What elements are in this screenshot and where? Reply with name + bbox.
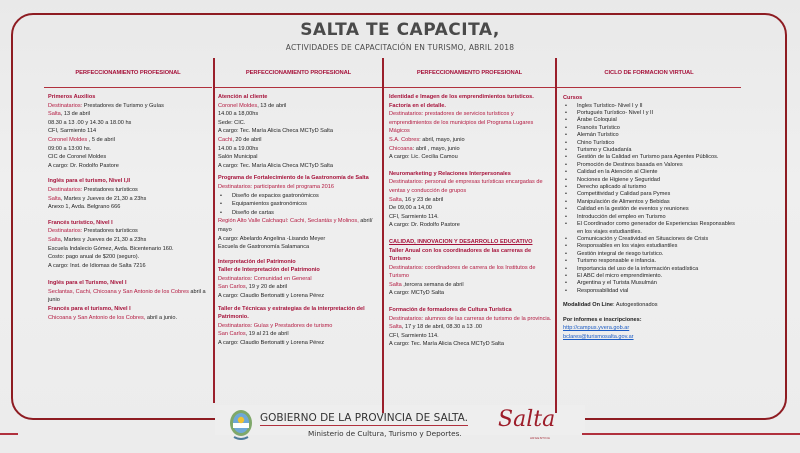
- course-title: Identidad e Imagen de los emprendimientos turísticos. Factoría en el detalle.: [389, 94, 534, 109]
- page-subtitle: ACTIVIDADES DE CAPACITACIÓN EN TURISMO, ABRIL 2018: [285, 43, 515, 52]
- course-list-item: [563, 147, 739, 154]
- course-title: Taller Anual con los coordinadores de las carreras de Turismo: [389, 247, 532, 263]
- audience: Destinatarios: personal de empresas turísticas encargadas de ventas y conducción de grupos: [389, 179, 543, 194]
- course-name: Argentina y el Turista Musulmán: [577, 280, 657, 287]
- place: Coronel Moldes: [218, 102, 258, 109]
- venue: CFI, Sarmiento 114.: [389, 332, 439, 339]
- school: Escuela de Gastronomía Salamanca: [218, 244, 310, 251]
- course-list-item: [563, 184, 739, 191]
- place: San Carlos: [218, 284, 246, 291]
- course-name: Gestión integral de riesgo turístico.: [577, 250, 664, 257]
- course-name: Manipulación de Alimentos y Bebidas: [577, 198, 670, 205]
- date: , 16 y 23 de abril: [401, 196, 444, 203]
- course-title: Primeros Auxilios: [48, 94, 96, 100]
- item-text: Diseño de espacios gastronómicos: [232, 192, 319, 199]
- courses-title: Cursos: [563, 95, 583, 101]
- bullet-icon: •: [565, 147, 567, 154]
- value: Prestadores de Turismo y Guías: [82, 102, 164, 109]
- place: Salta: [389, 196, 402, 203]
- course-name: Turismo responsable e infancia.: [577, 258, 657, 265]
- place: Chicoana: [389, 145, 413, 152]
- course-list-item: [563, 273, 739, 280]
- salta-logo-subtitle: ARGENTINA: [530, 436, 551, 440]
- time: 08.30 a 13 .00 y 14.30 a 18.00 hs: [48, 119, 132, 126]
- bullet-icon: •: [565, 139, 567, 146]
- bullet-icon: •: [565, 235, 567, 242]
- course-list-item: [563, 266, 739, 273]
- course-name: Responsables en los viajes estudiantiles: [577, 243, 678, 250]
- course-name: Introducción del empleo en Turismo: [577, 213, 666, 220]
- schedule: , 17 y 18 de abril, 08.30 a 13 .00: [401, 324, 482, 331]
- list-item: • Equipamientos gastronómicos: [220, 201, 307, 208]
- instructor: A cargo: Inst. de Idiomas de Salta 7216: [48, 262, 146, 269]
- date: , 19 y 20 de abril: [245, 284, 288, 291]
- ministry-name: Ministerio de Cultura, Turismo y Deportes.: [308, 429, 462, 438]
- course-list-item: [563, 117, 739, 124]
- venue: Escuela Indalecio Gómez, Avda. Bicentenario 160.: [48, 245, 174, 252]
- course-title: Inglés para el turismo, Nivel I,II: [48, 178, 131, 185]
- course-list-item: [563, 206, 739, 213]
- column-perfeccionamiento-3: [384, 58, 555, 353]
- course-name: Calidad en la Atención al Cliente: [577, 169, 658, 176]
- bullet-icon: •: [565, 117, 567, 124]
- course-name: El ABC del micro emprendimiento.: [577, 272, 663, 279]
- list-item: • Diseño de cartas: [220, 209, 274, 216]
- instructor: A cargo: Dr. Rodolfo Pastore: [389, 222, 460, 229]
- header: [0, 20, 800, 52]
- course-primeros-auxilios: [48, 93, 210, 170]
- venue: Sede: CIC.: [218, 119, 246, 126]
- instructor: A cargo: Claudio Bertonatti y Lorena Pérez: [218, 340, 325, 347]
- course-list-item: [563, 251, 739, 258]
- venue: CFI, Sarmiento 114: [48, 128, 97, 135]
- course-title: Interpretación del Patrimonio: [218, 258, 296, 265]
- label: Destinatarios:: [48, 186, 83, 193]
- course-name: Nociones de Higiene y Seguridad: [577, 176, 661, 183]
- course-name: Competitividad y Calidad para Pymes: [577, 191, 671, 198]
- label: Destinatarios:: [48, 228, 83, 235]
- instructor: A cargo: Tec. María Alicia Checa MCTyD Salta: [218, 128, 333, 135]
- place: Salta: [48, 195, 61, 202]
- course-name: Promoción de Destinos basada en Valores: [577, 161, 683, 168]
- bullet-icon: •: [565, 287, 567, 294]
- time: 09:00 a 13:00 hs.: [48, 145, 92, 152]
- course-atencion-cliente: [218, 93, 380, 170]
- course-title: Programa de Fortalecimiento de la Gastronomía de Salta: [218, 175, 369, 182]
- time: De 09,00 a 14,00: [389, 205, 432, 212]
- bullet-icon: •: [565, 124, 567, 131]
- info-label: Por informes e inscripciones:: [563, 316, 642, 323]
- course-name: Turismo y Ciudadanía: [577, 147, 632, 154]
- place: Salta: [48, 111, 61, 118]
- audience: Destinatarios: participantes del programa 2016: [218, 183, 334, 190]
- schedule: abril a junio: [48, 288, 206, 304]
- course-name: Chino Turístico: [577, 139, 615, 146]
- course-taller-coordinadores: [389, 238, 553, 298]
- bullet-icon: •: [565, 206, 567, 213]
- venue: Salón Municipal: [218, 154, 258, 161]
- instructor: A cargo: Lic. Cecilia Camou: [389, 154, 458, 161]
- places: Chicoana y San Antonio de los Cobres,: [48, 314, 146, 321]
- course-interpretacion: [218, 258, 380, 301]
- schedule: : abril, mayo, junio: [419, 136, 465, 143]
- date: , 13 de abril: [60, 111, 90, 118]
- instructor: A cargo: Abelardo Angelina -Lisando Meyer: [218, 235, 326, 242]
- course-title: Inglés para el Turismo, Nivel I: [48, 280, 127, 287]
- bullet-icon: •: [565, 243, 567, 250]
- modality-label: Modalidad On Line: [563, 302, 614, 309]
- places: Seclantas, Cachi, Chicoana y San Antonio de los Cobres: [48, 288, 189, 295]
- course-list: [563, 103, 739, 296]
- course-list-item: [563, 191, 739, 198]
- province-crest-icon: [228, 408, 254, 442]
- course-title: Taller de Técnicas y estrategias de la interpretación del Patrimonio.: [218, 305, 365, 321]
- course-name: Responsabilidad vial: [577, 287, 629, 294]
- course-name: Alemán Turístico: [577, 132, 619, 139]
- course-list-item: [563, 280, 739, 287]
- course-list-item: [563, 162, 739, 169]
- audience: Destinatarios: Comunidad en General: [218, 275, 312, 282]
- page-title: SALTA TE CAPACITA,: [300, 20, 500, 40]
- item-text: Equipamientos gastronómicos: [232, 201, 307, 208]
- course-list-item: [563, 288, 739, 295]
- course-name: Gestión de la Calidad en Turismo para Agentes Públicos.: [577, 154, 719, 161]
- course-name: El Coordinador como generador de Experiencias Responsables en los viajes estudiantiles.: [577, 221, 735, 235]
- course-frances-turistico: [48, 219, 210, 271]
- column-heading: CICLO DE FORMACION VIRTUAL: [557, 58, 741, 88]
- course-list-item: [563, 199, 739, 206]
- footer: [228, 405, 578, 445]
- section-heading: CALIDAD, INNOVACION Y DESARROLLO EDUCATIVO: [389, 238, 533, 245]
- schedule: , Martes y Jueves de 21,30 a 23hs: [60, 236, 147, 243]
- course-tecnicas-interpretacion: [218, 305, 380, 348]
- course-neuromarketing: [389, 170, 553, 230]
- course-ingles-interior: [48, 279, 210, 322]
- course-list-item: [563, 177, 739, 184]
- course-list-item: [563, 243, 739, 250]
- footer-rule-right: [582, 433, 800, 435]
- bullet-icon: •: [565, 184, 567, 191]
- instructor: A cargo: Dr. Rodolfo Pastore: [48, 162, 119, 169]
- place: Cachi: [218, 136, 233, 143]
- bullet-icon: •: [565, 154, 567, 161]
- campus-link[interactable]: http://campus.yvera.gob.ar: [563, 325, 630, 332]
- course-formacion-formadores: [389, 306, 553, 349]
- course-title: Atención al cliente: [218, 94, 268, 100]
- bullet-icon: •: [565, 102, 567, 109]
- item-text: Diseño de cartas: [232, 209, 274, 216]
- footer-rule-left: [0, 433, 18, 435]
- course-identidad-imagen: [389, 93, 553, 162]
- venue: CIC de Coronel Moldes: [48, 154, 107, 161]
- audience: Destinatarios: alumnos de las carreras de turismo de la provincia.: [389, 315, 552, 322]
- list-item: • Diseño de espacios gastronómicos: [220, 192, 319, 199]
- bullet-icon: •: [565, 161, 567, 168]
- bullet-icon: •: [565, 265, 567, 272]
- schedule: ,tercera semana de abril: [401, 281, 464, 288]
- schedule: abril a junio.: [145, 314, 178, 321]
- modality-value: : Autogestionados: [613, 302, 658, 309]
- venue: CFI, Sarmiento 114.: [389, 213, 439, 220]
- course-gastronomia: [218, 174, 380, 251]
- bullet-icon: •: [565, 258, 567, 265]
- course-name: Ingles Turístico- Nivel I y II: [577, 102, 643, 109]
- course-name: Comunicación y Creatividad en Situaciones de Crisis: [577, 235, 709, 242]
- course-list-item: [563, 236, 739, 243]
- time: 14.00 a 19.00hs: [218, 145, 259, 152]
- email-link[interactable]: bclares@turismosalta.gov.ar: [563, 333, 634, 340]
- instructor: A cargo: Tec. María Alicia Checa MCTyD Salta: [218, 162, 333, 169]
- venue: Anexo 1, Avda. Belgrano 666: [48, 204, 121, 211]
- column-heading: PERFECCIONAMIENTO PROFESIONAL: [215, 58, 382, 88]
- region: Región Alto Valle Calchaquí: Cachi, Seclantás y Molinos,: [218, 218, 359, 225]
- date: , 13 de abril: [257, 102, 287, 109]
- column-heading: PERFECCIONAMIENTO PROFESIONAL: [44, 58, 212, 88]
- instructor: A cargo: Claudio Bertonatti y Lorena Pérez: [218, 293, 325, 300]
- course-title: Francés para el turismo, Nivel I: [48, 306, 131, 313]
- course-name: Derecho aplicado al turismo: [577, 184, 647, 191]
- schedule: abril/ mayo: [218, 218, 373, 233]
- date: , 19 al 21 de abril: [245, 331, 289, 338]
- course-list-item: [563, 132, 739, 139]
- bullet-icon: •: [565, 110, 567, 116]
- salta-logo: Salta: [498, 407, 556, 432]
- place: Salta: [48, 236, 61, 243]
- course-title: Francés turístico, Nivel I: [48, 219, 113, 226]
- place: Coronel Moldes: [48, 136, 88, 143]
- place: S.A. Cobres: [389, 136, 420, 143]
- bullet-icon: •: [565, 169, 567, 176]
- course-title: Formación de formadores de Cultura Turística: [389, 307, 512, 314]
- course-list-item: [563, 221, 739, 236]
- course-name: Portugués Turístico- Nivel I y II: [577, 110, 654, 116]
- bullet-icon: •: [565, 198, 567, 205]
- bullet-icon: •: [565, 176, 567, 183]
- column-perfeccionamiento-1: [44, 58, 212, 326]
- value: Prestadores turísticos: [82, 228, 138, 235]
- instructor: A cargo: MCTyD Salta: [389, 290, 445, 297]
- bullet-icon: •: [565, 250, 567, 257]
- time: 14.00 a 18,00hs: [218, 111, 259, 118]
- course-list-item: [563, 103, 739, 110]
- course-ingles-turismo: [48, 177, 210, 211]
- bullet-icon: •: [565, 280, 567, 287]
- course-name: Importancia del uso de la información estadística: [577, 265, 699, 272]
- bullet-icon: •: [565, 132, 567, 139]
- course-list-item: [563, 140, 739, 147]
- course-subtitle: Taller de Interpretación del Patrimonio: [218, 267, 320, 274]
- column-formacion-virtual: [557, 58, 741, 342]
- column-perfeccionamiento-2: [215, 58, 382, 352]
- label: Destinatarios:: [48, 102, 83, 109]
- audience: Destinatarios: Guías y Prestadores de turismo: [218, 322, 333, 329]
- course-name: Árabe Coloquial: [577, 117, 617, 124]
- bullet-icon: •: [565, 221, 567, 228]
- course-list-item: [563, 125, 739, 132]
- course-title: Neuromarketing y Relaciones Interpersonales: [389, 170, 511, 177]
- place: Salta: [389, 281, 402, 288]
- schedule: : abril , mayo, junio: [412, 145, 460, 152]
- audience: Destinatarios: prestadores de servicios turísticos y emprendimientos de los municipios del Programa Lugares Mágicos: [389, 111, 534, 135]
- course-list-item: [563, 169, 739, 176]
- government-title: GOBIERNO DE LA PROVINCIA DE SALTA.: [260, 412, 468, 424]
- bullet-icon: •: [565, 213, 567, 220]
- course-name: Calidad en la gestión de eventos y reuniones: [577, 206, 689, 213]
- date: , 5 de abril: [87, 136, 115, 143]
- course-list-item: [563, 214, 739, 221]
- place: Salta: [389, 324, 402, 331]
- column-heading: PERFECCIONAMIENTO PROFESIONAL: [384, 58, 555, 88]
- instructor: A cargo: Tec. María Alicia Checa MCTyD Salta: [389, 341, 504, 348]
- course-list-item: [563, 258, 739, 265]
- bullet-icon: •: [565, 272, 567, 279]
- place: San Carlos: [218, 331, 246, 338]
- date: , 20 de abril: [232, 136, 262, 143]
- schedule: , Martes y Jueves de 21,30 a 23hs: [60, 195, 147, 202]
- bullet-icon: •: [565, 191, 567, 198]
- audience: Destinatarios: coordinadores de carrera de los Institutos de Turismo: [389, 264, 536, 280]
- course-list-item: [563, 154, 739, 161]
- value: Prestadores turísticos: [82, 186, 138, 193]
- cost: Costo: pago anual de $200 (seguro).: [48, 254, 140, 261]
- course-name: Francés Turístico: [577, 124, 620, 131]
